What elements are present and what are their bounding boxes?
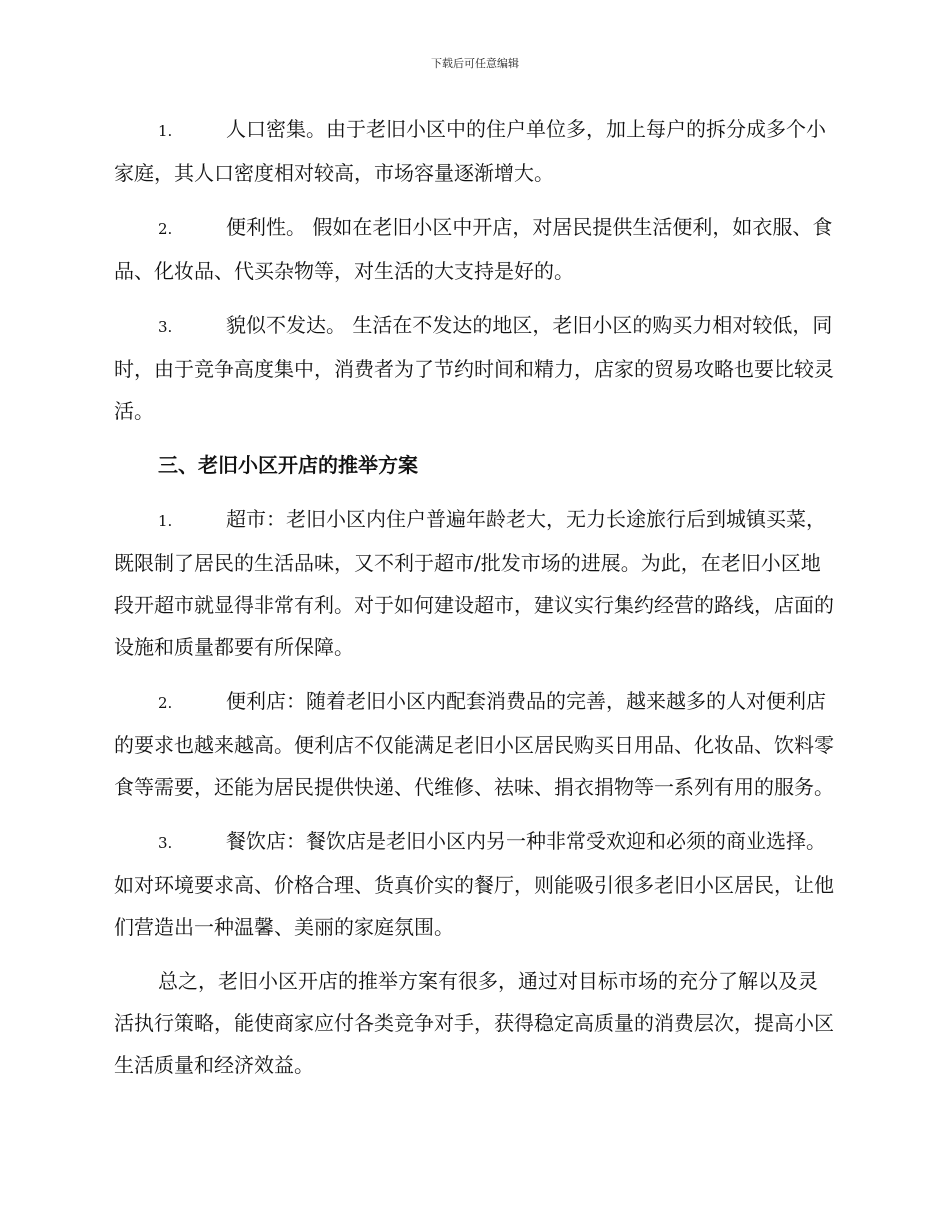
paragraph-text: 便利性。 假如在老旧小区中开店，对居民提供生活便利，如衣服、食品、化妆品、代买杂物等，对生活的大支持是好的。 bbox=[114, 215, 833, 283]
list-number: 3. bbox=[158, 834, 173, 852]
paragraph-text: 貌似不发达。 生活在不发达的地区，老旧小区的购买力相对较低，同时，由于竞争高度集中，消费者为了节约时间和精力，店家的贸易攻略也要比较灵活。 bbox=[114, 313, 834, 423]
list-item bbox=[114, 304, 836, 432]
list-item bbox=[114, 820, 836, 948]
conclusion-paragraph: 总之，老旧小区开店的推举方案有很多，通过对目标市场的充分了解以及灵活执行策略，能使商家应付各类竞争对手，获得稳定高质量的消费层次，提高小区生活质量和经济效益。 bbox=[114, 969, 834, 1077]
document-body bbox=[114, 108, 836, 1098]
list-item bbox=[114, 680, 836, 808]
paragraph-text: 餐饮店：餐饮店是老旧小区内另一种非常受欢迎和必须的商业选择。如对环境要求高、价格合理、货真价实的餐厅，则能吸引很多老旧小区居民，让他们营造出一种温馨、美丽的家庭氛围。 bbox=[114, 829, 834, 939]
list-number: 1. bbox=[158, 512, 173, 530]
list-item bbox=[114, 498, 836, 668]
list-item bbox=[114, 206, 836, 292]
list-number: 2. bbox=[158, 694, 173, 712]
page-header: 下载后可任意编辑 bbox=[431, 57, 519, 70]
list-number: 1. bbox=[158, 122, 173, 140]
list-number: 3. bbox=[158, 318, 173, 336]
paragraph-text: 超市：老旧小区内住户普遍年龄老大，无力长途旅行后到城镇买菜，既限制了居民的生活品味，又不利于超市/批发市场的进展。为此，在老旧小区地段开超市就显得非常有利。对于如何建设超市，建议实行集约经营的路线，店面的设施和质量都要有所保障。 bbox=[114, 507, 834, 659]
list-item bbox=[114, 108, 836, 194]
section-heading: 三、老旧小区开店的推举方案 bbox=[158, 453, 418, 477]
list-number: 2. bbox=[158, 220, 173, 238]
paragraph-text: 人口密集。由于老旧小区中的住户单位多，加上每户的拆分成多个小家庭，其人口密度相对较高，市场容量逐渐增大。 bbox=[114, 117, 826, 185]
paragraph-text: 便利店：随着老旧小区内配套消费品的完善，越来越多的人对便利店的要求也越来越高。便利店不仅能满足老旧小区居民购买日用品、化妆品、饮料零食等需要，还能为居民提供快递、代维修、祛味、捐衣捐物等一系列有用的服务。 bbox=[114, 689, 834, 799]
